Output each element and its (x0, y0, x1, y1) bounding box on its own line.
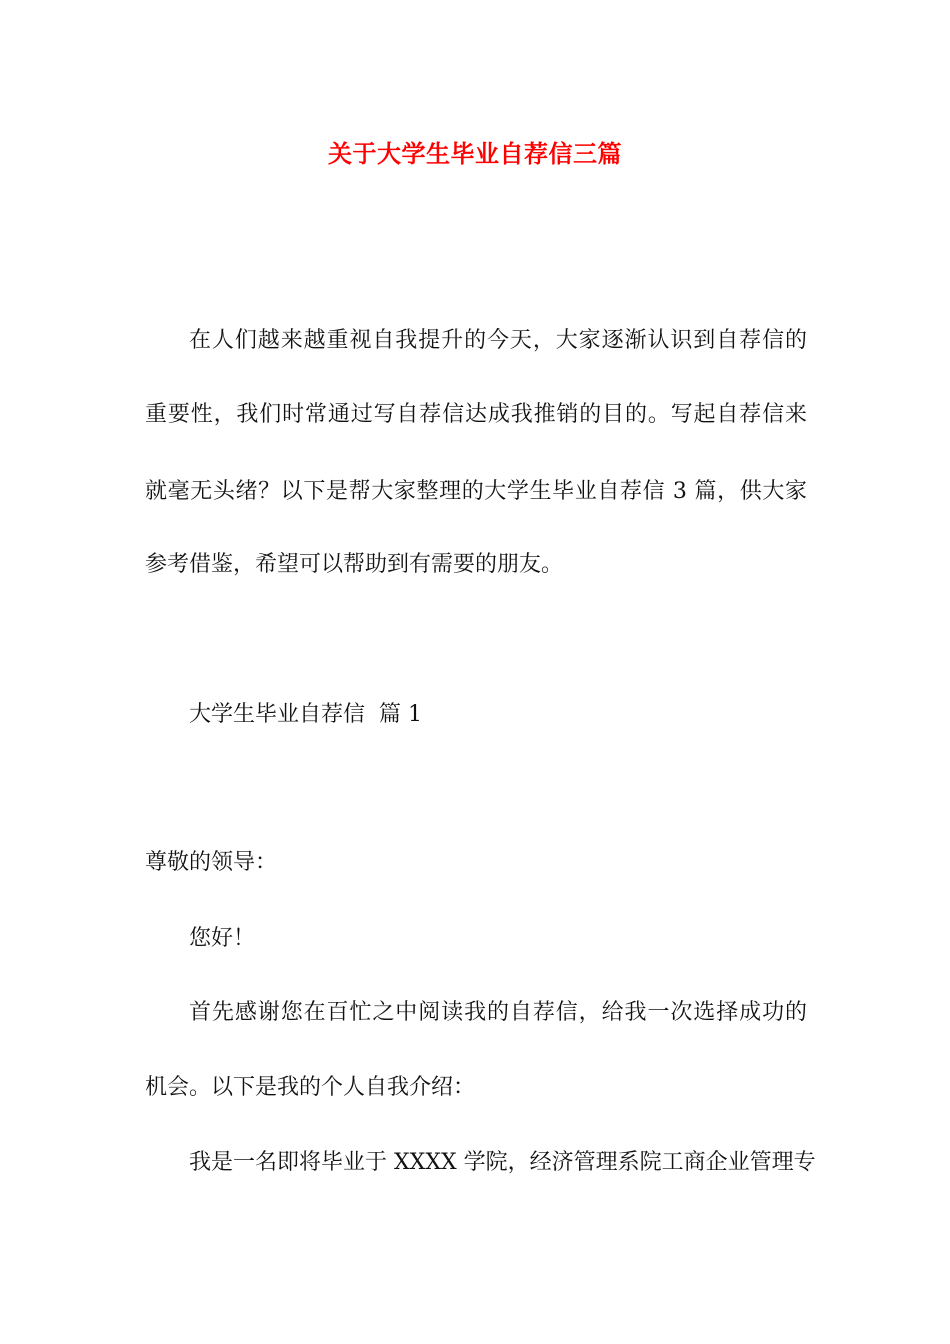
greeting: 您好！ (189, 926, 256, 951)
salutation: 尊敬的领导： (145, 850, 278, 875)
document-title: 关于大学生毕业自荐信三篇 (328, 139, 622, 168)
paragraph-1-line-2: 机会。以下是我的个人自我介绍： (145, 1075, 476, 1100)
paragraph-1-line-1: 首先感谢您在百忙之中阅读我的自荐信，给我一次选择成功的 (189, 1000, 807, 1025)
intro-line-4: 参考借鉴，希望可以帮助到有需要的朋友。 (145, 552, 564, 577)
intro-line-3: 就毫无头绪？以下是帮大家整理的大学生毕业自荐信 3 篇，供大家 (145, 479, 807, 504)
paragraph-2-line-1: 我是一名即将毕业于 XXXX 学院，经济管理系院工商企业管理专 (189, 1150, 816, 1175)
section-heading: 大学生毕业自荐信 篇 1 (189, 702, 422, 727)
intro-line-1: 在人们越来越重视自我提升的今天，大家逐渐认识到自荐信的 (189, 328, 807, 353)
intro-line-2: 重要性，我们时常通过写自荐信达成我推销的目的。写起自荐信来 (145, 402, 807, 427)
